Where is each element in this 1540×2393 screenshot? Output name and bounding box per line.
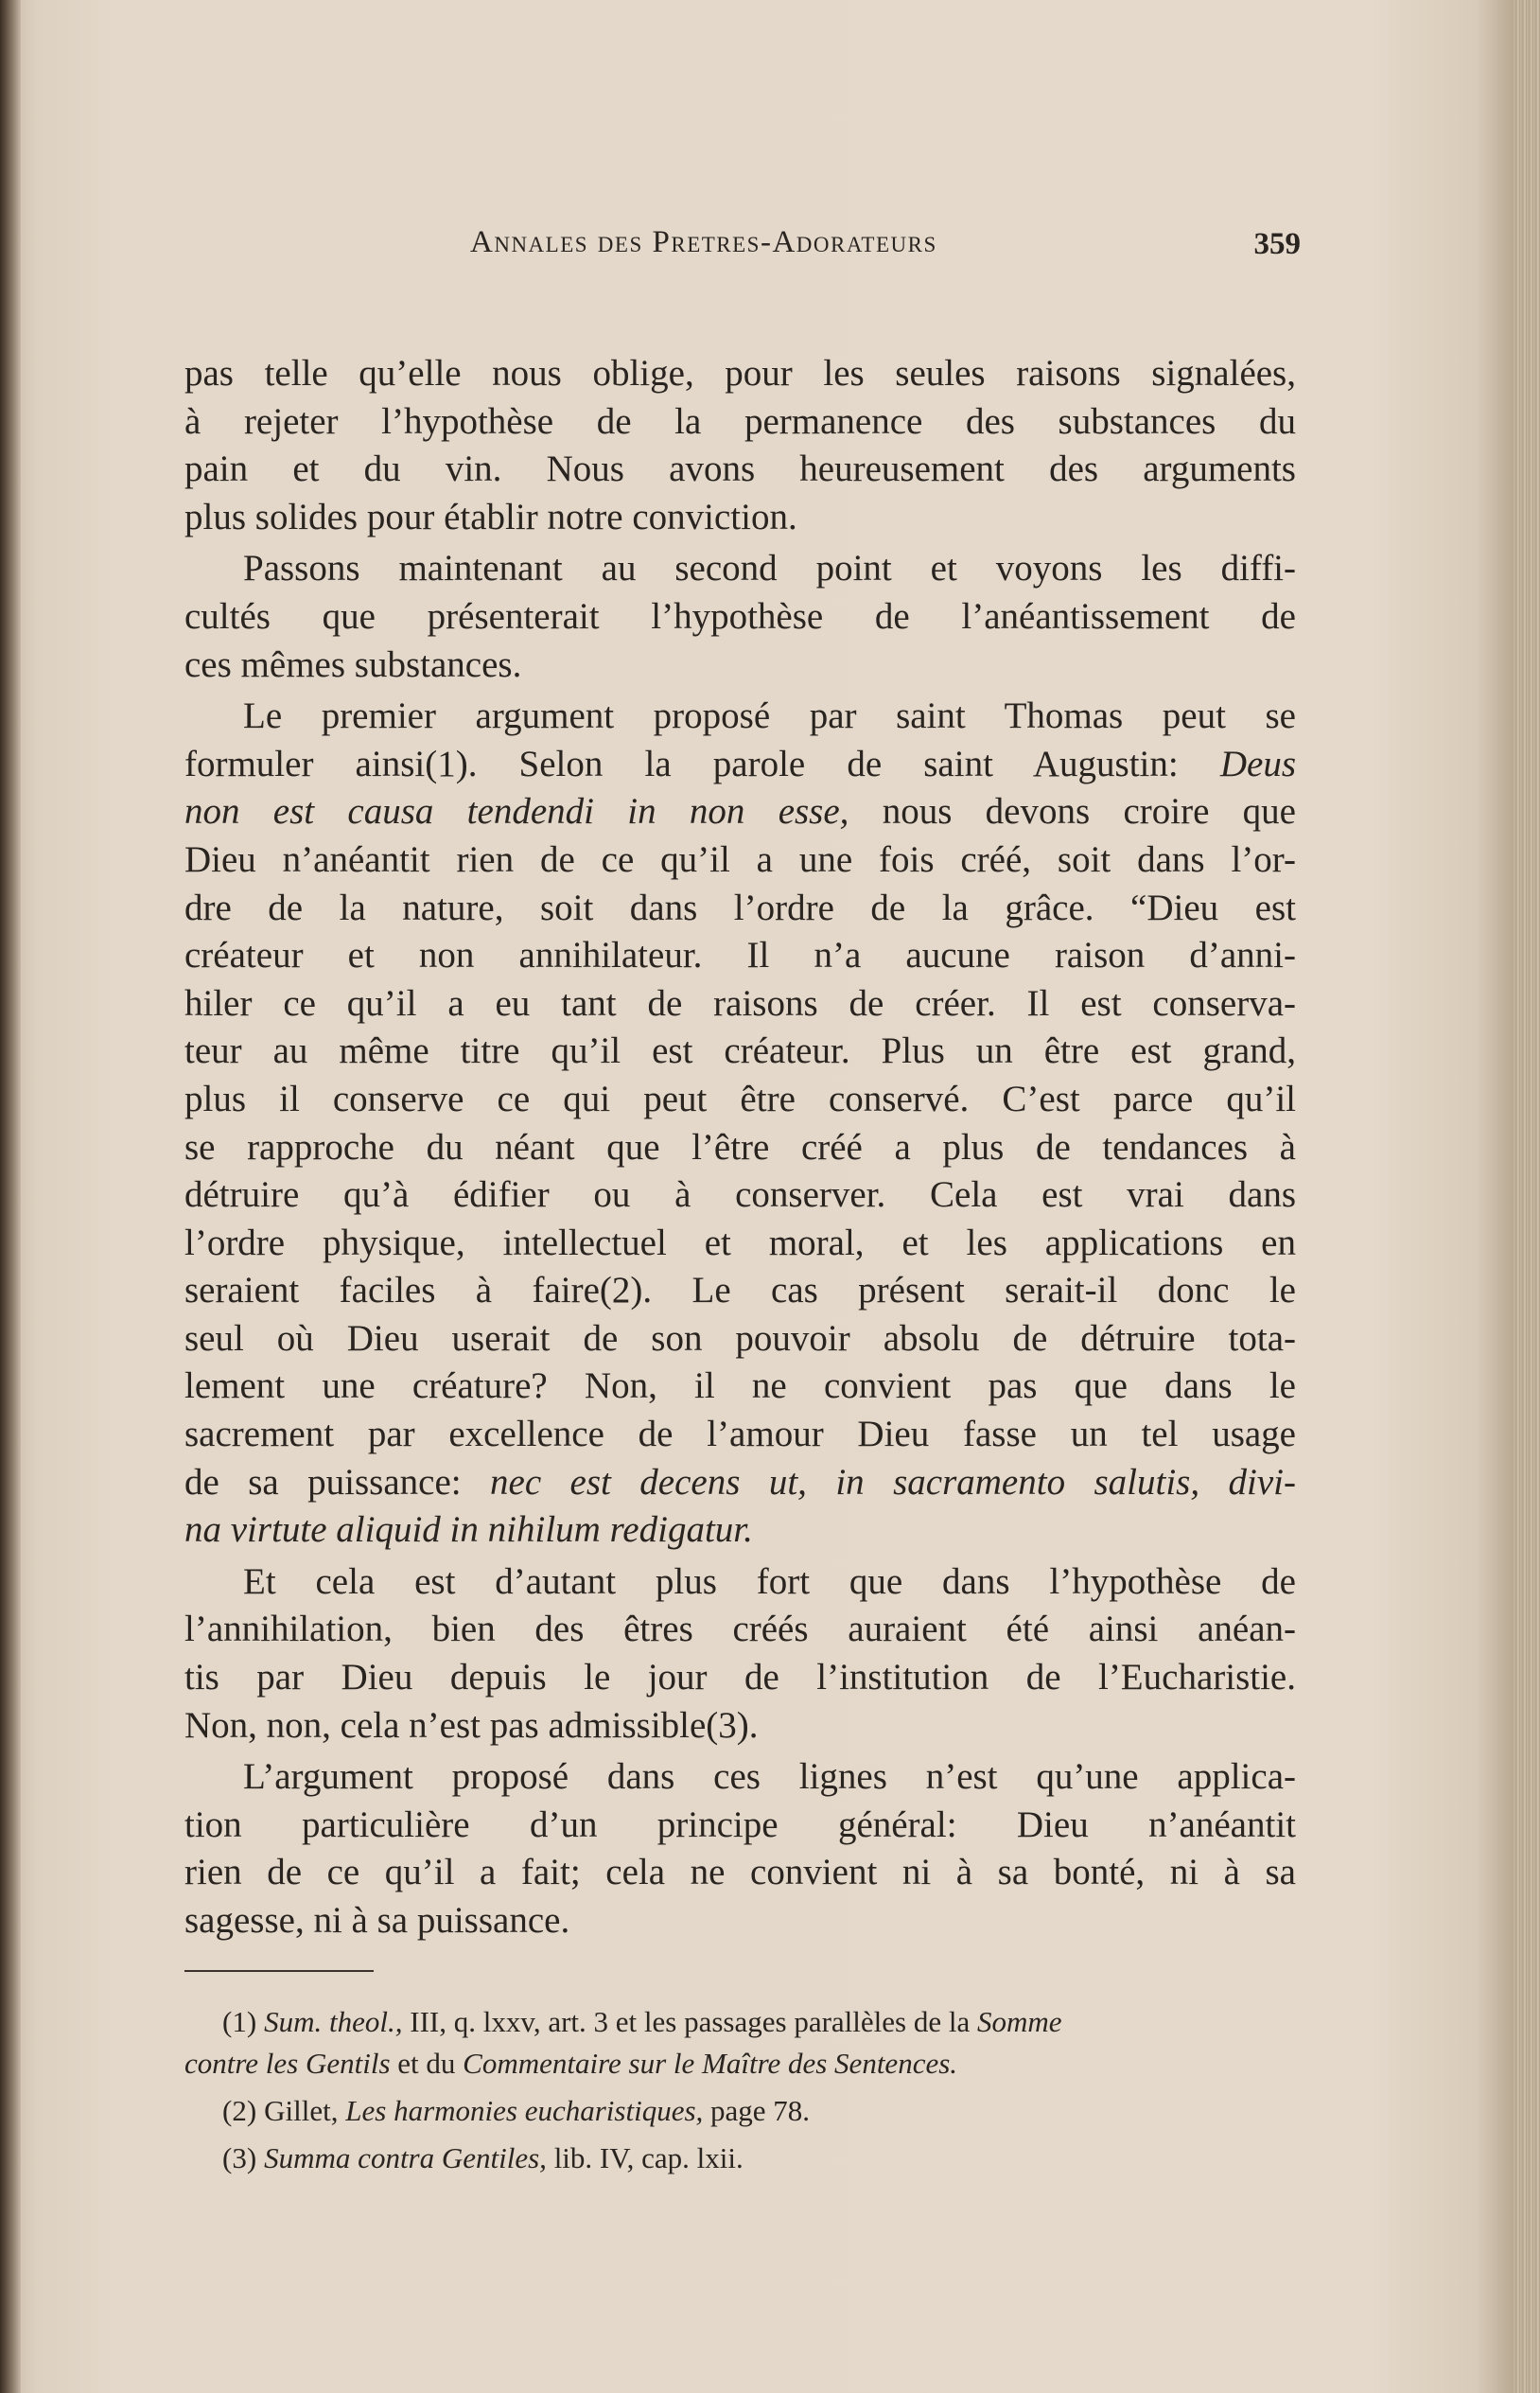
latin-quote: nec est decens ut, in sacramento salutis, divi- bbox=[490, 1461, 1296, 1503]
body-text bbox=[184, 350, 1296, 1945]
text-line: seraient faciles à faire(2). Le cas présent serait-il donc le bbox=[184, 1270, 1296, 1311]
footnote-text: lib. IV, cap. lxii. bbox=[546, 2141, 744, 2174]
page-number: 359 bbox=[1253, 227, 1301, 261]
footnote-1-continued bbox=[184, 2043, 1301, 2085]
text-line: pain et du vin. Nous avons heureusement des arguments bbox=[184, 449, 1296, 490]
footnote-text: page 78. bbox=[703, 2094, 811, 2127]
footnote-1 bbox=[184, 2001, 1301, 2043]
footnote-italic: Commentaire sur le Maître des Sentences. bbox=[463, 2047, 958, 2080]
footnote-italic: Sum. theol., bbox=[264, 2005, 403, 2038]
text-line bbox=[184, 1459, 1296, 1507]
text-line bbox=[184, 741, 1296, 789]
text-line: sacrement par excellence de l’amour Dieu fasse un tel usage bbox=[184, 1414, 1296, 1455]
text-line: ces mêmes substances. bbox=[184, 643, 522, 685]
text-line: à rejeter l’hypothèse de la permanence des substances du bbox=[184, 400, 1296, 442]
latin-quote: non est causa tendendi in non esse, bbox=[184, 791, 849, 833]
footnote-italic: contre les Gentils bbox=[184, 2047, 391, 2080]
text-line: se rapproche du néant que l’être créé a plus de tendances à bbox=[184, 1126, 1296, 1168]
page-spine-shadow bbox=[0, 0, 21, 2393]
text-line: l’annihilation, bien des êtres créés auraient été ainsi anéan- bbox=[184, 1609, 1296, 1650]
text-line: plus solides pour établir notre conviction. bbox=[184, 496, 797, 537]
footnote-number: (3) bbox=[222, 2141, 257, 2174]
text-line: lement une créature? Non, il ne convient pas que dans le bbox=[184, 1365, 1296, 1407]
text-line bbox=[184, 1506, 1296, 1555]
footnote-italic: Somme bbox=[976, 2005, 1062, 2038]
footnote-text: Gillet, bbox=[264, 2094, 346, 2127]
text-span: de sa puissance: bbox=[184, 1461, 491, 1503]
paragraph-4 bbox=[184, 1558, 1296, 1750]
text-line: plus il conserve ce qui peut être conservé. C’est parce qu’il bbox=[184, 1078, 1296, 1119]
text-line: hiler ce qu’il a eu tant de raisons de créer. Il est conserva- bbox=[184, 982, 1296, 1024]
text-line: Passons maintenant au second point et voyons les diffi- bbox=[243, 548, 1296, 589]
text-line: tion particulière d’un principe général: Dieu n’anéantit bbox=[184, 1804, 1296, 1845]
text-span: nous devons croire que bbox=[849, 791, 1296, 833]
text-line: cultés que présenterait l’hypothèse de l’anéantissement de bbox=[184, 595, 1296, 637]
text-line: sagesse, ni à sa puissance. bbox=[184, 1900, 570, 1941]
page-edge-stack bbox=[1514, 0, 1540, 2393]
text-line: Et cela est d’autant plus fort que dans l’hypothèse de bbox=[243, 1560, 1296, 1602]
paragraph-1 bbox=[184, 350, 1296, 541]
footnote-italic: Summa contra Gentiles, bbox=[264, 2141, 547, 2174]
text-line: détruire qu’à édifier ou à conserver. Cela est vrai dans bbox=[184, 1174, 1296, 1216]
latin-quote: na virtute aliquid in nihilum redigatur. bbox=[184, 1509, 753, 1551]
text-span: formuler ainsi(1). Selon la parole de saint Augustin: bbox=[184, 743, 1220, 784]
paragraph-3 bbox=[184, 693, 1296, 1555]
footnotes bbox=[184, 2001, 1301, 2179]
footnote-2 bbox=[184, 2090, 1301, 2132]
text-line: seul où Dieu userait de son pouvoir absolu de détruire tota- bbox=[184, 1317, 1296, 1359]
footnote-italic: Les harmonies eucharistiques, bbox=[345, 2094, 704, 2127]
text-line: Non, non, cela n’est pas admissible(3). bbox=[184, 1704, 759, 1746]
paragraph-2 bbox=[184, 545, 1296, 689]
text-line: tis par Dieu depuis le jour de l’institution de l’Eucharistie. bbox=[184, 1657, 1296, 1698]
text-line: Le premier argument proposé par saint Thomas peut se bbox=[243, 695, 1296, 737]
text-line: l’ordre physique, intellectuel et moral, et les applications en bbox=[184, 1222, 1296, 1263]
paragraph-5 bbox=[184, 1753, 1296, 1944]
text-line: teur au même titre qu’il est créateur. Plus un être est grand, bbox=[184, 1030, 1296, 1072]
page-header bbox=[184, 216, 1301, 273]
text-line: créateur et non annihilateur. Il n’a aucune raison d’anni- bbox=[184, 935, 1296, 977]
text-line bbox=[184, 788, 1296, 836]
footnote-3 bbox=[184, 2138, 1301, 2179]
footnote-rule bbox=[184, 1970, 374, 1972]
text-line: rien de ce qu’il a fait; cela ne convient ni à sa bonté, ni à sa bbox=[184, 1852, 1296, 1893]
text-line: Dieu n’anéantit rien de ce qu’il a une fois créé, soit dans l’or- bbox=[184, 838, 1296, 880]
footnote-number: (2) bbox=[222, 2094, 257, 2127]
latin-quote: Deus bbox=[1219, 743, 1296, 784]
footnote-text: III, q. lxxv, art. 3 et les passages parallèles de la bbox=[402, 2005, 977, 2038]
text-line: pas telle qu’elle nous oblige, pour les seules raisons signalées, bbox=[184, 353, 1296, 394]
text-line: dre de la nature, soit dans l’ordre de la grâce. “Dieu est bbox=[184, 887, 1296, 928]
running-head: Annales des Pretres-Adorateurs bbox=[470, 225, 937, 259]
text-line: L’argument proposé dans ces lignes n’est qu’une applica- bbox=[243, 1756, 1296, 1798]
footnote-text: et du bbox=[390, 2047, 464, 2080]
footnote-number: (1) bbox=[222, 2005, 257, 2038]
